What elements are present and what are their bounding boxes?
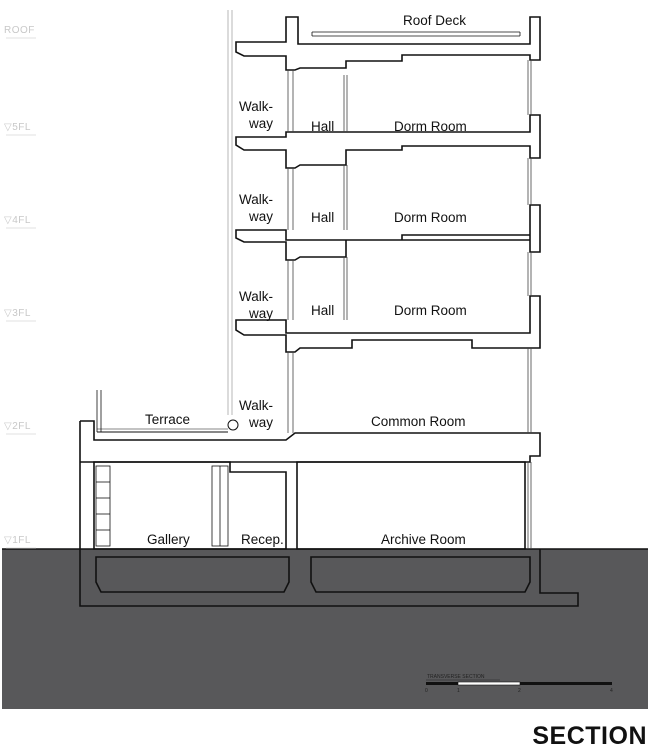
dorm-4fl-label: Dorm Room: [394, 210, 467, 225]
level-markers: [4, 25, 36, 548]
roof-deck-label: Roof Deck: [403, 13, 467, 28]
level-5fl: [4, 122, 36, 135]
scale-tick-4: 4: [610, 688, 613, 694]
scale-segment-2: [458, 682, 520, 685]
level-3fl-label: ▽3FL: [4, 308, 31, 319]
level-3fl: [4, 308, 36, 321]
walkway-2fl-label-line1: Walk-: [239, 398, 273, 413]
scale-tick-2: 2: [518, 688, 521, 694]
level-5fl-label: ▽5FL: [4, 122, 31, 133]
walkway-5fl-label-line2: way: [249, 116, 274, 131]
slab-2fl: [80, 421, 540, 462]
scale-segment-1: [426, 682, 458, 685]
reception-label: Recep.: [241, 532, 284, 547]
hall-4fl-label: Hall: [311, 210, 335, 225]
level-2fl-label: ▽2FL: [4, 421, 31, 432]
level-1fl-label: ▽1FL: [4, 535, 31, 546]
walkway-5fl-label-line1: Walk-: [239, 99, 273, 114]
roof-deck-platform: [312, 32, 520, 36]
walkway-3fl-label-line1: Walk-: [239, 289, 273, 304]
hall-5fl-label: Hall: [311, 119, 335, 134]
drawing-title: SECTION: [532, 722, 647, 750]
scale-tick-0: 0: [425, 688, 428, 694]
dorm-3fl-label: Dorm Room: [394, 303, 467, 318]
level-roof: [4, 25, 36, 38]
level-4fl: [4, 215, 36, 228]
walkway-3fl-label-line2: way: [249, 306, 274, 321]
level-1fl: [4, 535, 36, 548]
slab-roof: [236, 17, 540, 70]
facade-screen: [228, 10, 232, 415]
level-2fl: [4, 421, 36, 434]
scale-tick-1: 1: [457, 688, 460, 694]
scale-bar-label: TRANSVERSE SECTION: [427, 674, 485, 680]
slab-4fl: [236, 205, 540, 260]
walkway-4fl-label-line2: way: [249, 209, 274, 224]
archive-room-label: Archive Room: [381, 532, 466, 547]
walkway-2fl-label-line2: way: [249, 415, 274, 430]
gallery-label: Gallery: [147, 532, 190, 547]
dorm-5fl-label: Dorm Room: [394, 119, 467, 134]
level-roof-label: ROOF: [4, 25, 35, 36]
walkway-4fl-label-line1: Walk-: [239, 192, 273, 207]
level-4fl-label: ▽4FL: [4, 215, 31, 226]
common-room-label: Common Room: [371, 414, 466, 429]
hall-3fl-label: Hall: [311, 303, 335, 318]
slab-3fl: [236, 296, 540, 352]
slab-5fl: [236, 115, 540, 168]
scale-segment-3: [520, 682, 612, 685]
room-labels: [145, 13, 467, 547]
terrace-label: Terrace: [145, 412, 191, 427]
